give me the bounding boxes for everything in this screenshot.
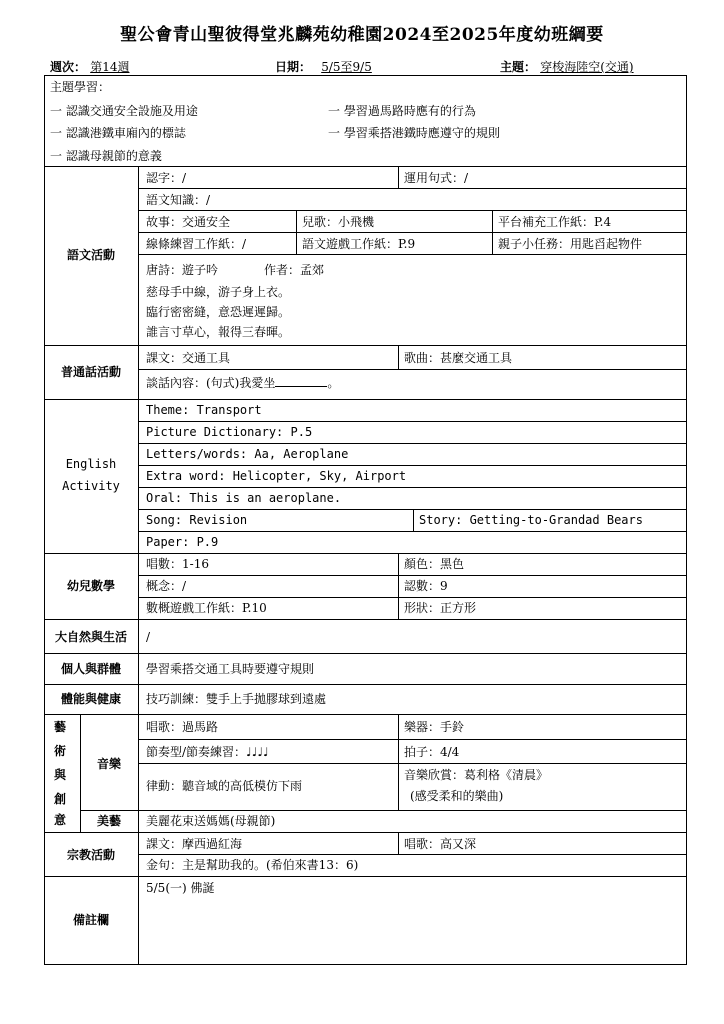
nature-value: / <box>146 630 151 644</box>
poem-author: 作者：孟郊 <box>264 263 325 277</box>
page-title: 聖公會青山聖彼得堂兆麟苑幼稚園2024至2025年度幼班綱要 <box>120 25 604 45</box>
arts-label-char: 藝 <box>54 720 67 734</box>
math-recognize: 認數：9 <box>404 579 448 593</box>
english-letters: Letters/words: Aa, Aeroplane <box>146 447 349 461</box>
art-value: 美麗花束送媽媽(母親節) <box>146 814 276 828</box>
theme-meta <box>500 58 634 75</box>
arts-label-char: 與 <box>54 768 67 782</box>
music-instrument: 樂器：手鈴 <box>404 720 465 734</box>
math-color: 顏色：黑色 <box>404 557 465 571</box>
language-game-work: 語文遊戲工作紙：P.9 <box>302 237 416 251</box>
math-shape: 形狀：正方形 <box>404 601 477 615</box>
english-oral: Oral: This is an aeroplane. <box>146 491 342 505</box>
english-label-2: Activity <box>62 479 120 493</box>
personal-value: 學習乘搭交通工具時要遵守規則 <box>146 662 315 676</box>
language-rhyme: 兒歌：小飛機 <box>302 215 375 229</box>
theme-item: 一 認識港鐵車廂內的標誌 <box>50 126 186 140</box>
theme-item: 一 認識母親節的意義 <box>50 149 162 163</box>
english-theme: Theme: Transport <box>146 403 262 417</box>
arts-label-char: 創 <box>54 792 67 806</box>
english-paper: Paper: P.9 <box>146 535 219 549</box>
remarks-label: 備註欄 <box>72 913 109 927</box>
religion-label: 宗教活動 <box>66 848 115 862</box>
math-concept: 概念：/ <box>146 579 187 593</box>
fill-blank <box>275 375 327 387</box>
theme-value: 穿梭海陸空(交通) <box>540 60 634 74</box>
english-extra: Extra word: Helicopter, Sky, Airport <box>146 469 407 483</box>
music-sing: 唱歌：過馬路 <box>146 720 219 734</box>
music-appreciation: 音樂欣賞：葛利格《清晨》 <box>404 768 549 782</box>
themes-heading: 主題學習： <box>50 80 111 94</box>
language-sentence: 運用句式：/ <box>404 171 469 185</box>
language-words: 認字：/ <box>146 171 187 185</box>
poem-title: 唐詩：遊子吟 <box>146 263 219 277</box>
language-line-work: 線條練習工作紙：/ <box>146 237 247 251</box>
math-game-work: 數概遊戲工作紙：P.10 <box>146 601 267 615</box>
english-song: Song: Revision <box>146 513 248 527</box>
putonghua-label: 普通話活動 <box>60 365 121 379</box>
language-platform: 平台補充工作紙：P.4 <box>498 215 612 229</box>
theme-label: 主題： <box>500 60 537 74</box>
nature-label: 大自然與生活 <box>54 630 127 644</box>
music-label: 音樂 <box>96 757 121 771</box>
theme-item: 一 學習過馬路時應有的行為 <box>328 104 476 118</box>
week-label: 週次： <box>50 60 87 74</box>
putonghua-talk <box>146 375 339 391</box>
personal-label: 個人與群體 <box>60 662 121 676</box>
arts-label-char: 意 <box>54 813 67 827</box>
week-value: 第14週 <box>90 60 130 74</box>
putonghua-song: 歌曲：甚麼交通工具 <box>404 351 513 365</box>
music-appreciation-note: (感受柔和的樂曲) <box>410 789 504 803</box>
putonghua-talk-text: 談話內容：(句式)我愛坐 <box>146 376 276 390</box>
language-label: 語文活動 <box>66 248 115 262</box>
music-rhythm: 節奏型/節奏練習：♩♩♩♩ <box>146 745 269 759</box>
putonghua-text: 課文：交通工具 <box>146 351 231 365</box>
english-story: Story: Getting-to-Grandad Bears <box>419 513 643 527</box>
week-meta <box>50 58 129 75</box>
language-knowledge: 語文知識：/ <box>146 193 211 207</box>
remarks-value: 5/5(一) 佛誕 <box>146 881 215 895</box>
arts-label-char: 術 <box>54 744 67 758</box>
math-label: 幼兒數學 <box>66 579 115 593</box>
english-label-1: English <box>65 457 117 471</box>
language-parent-task: 親子小任務：用匙舀起物件 <box>498 237 643 251</box>
poem-line: 臨行密密縫，意恐遲遲歸。 <box>146 305 291 319</box>
theme-item: 一 認識交通安全設施及用途 <box>50 104 198 118</box>
english-dictionary: Picture Dictionary: P.5 <box>146 425 313 439</box>
language-story: 故事：交通安全 <box>146 215 231 229</box>
music-beat: 拍子：4/4 <box>404 745 460 759</box>
date-meta <box>275 58 372 75</box>
religion-verse: 金句：主是幫助我的。(希伯來書13：6) <box>146 858 359 872</box>
date-label: 日期： <box>275 60 312 74</box>
music-movement: 律動：聽音域的高低模仿下雨 <box>146 779 303 793</box>
theme-item: 一 學習乘搭港鐵時應遵守的規則 <box>328 126 500 140</box>
physical-value: 技巧訓練：雙手上手拋膠球到遠處 <box>146 692 327 706</box>
art-label: 美藝 <box>96 814 121 828</box>
physical-label: 體能與健康 <box>60 692 121 706</box>
poem-line: 誰言寸草心，報得三春暉。 <box>146 325 291 339</box>
math-sing-count: 唱數：1-16 <box>146 557 209 571</box>
poem-line: 慈母手中線，游子身上衣。 <box>146 285 291 299</box>
date-value: 5/5至9/5 <box>321 60 372 74</box>
religion-song: 唱歌：高又深 <box>404 837 477 851</box>
putonghua-talk-end: 。 <box>327 376 340 390</box>
religion-text: 課文：摩西過紅海 <box>146 837 243 851</box>
